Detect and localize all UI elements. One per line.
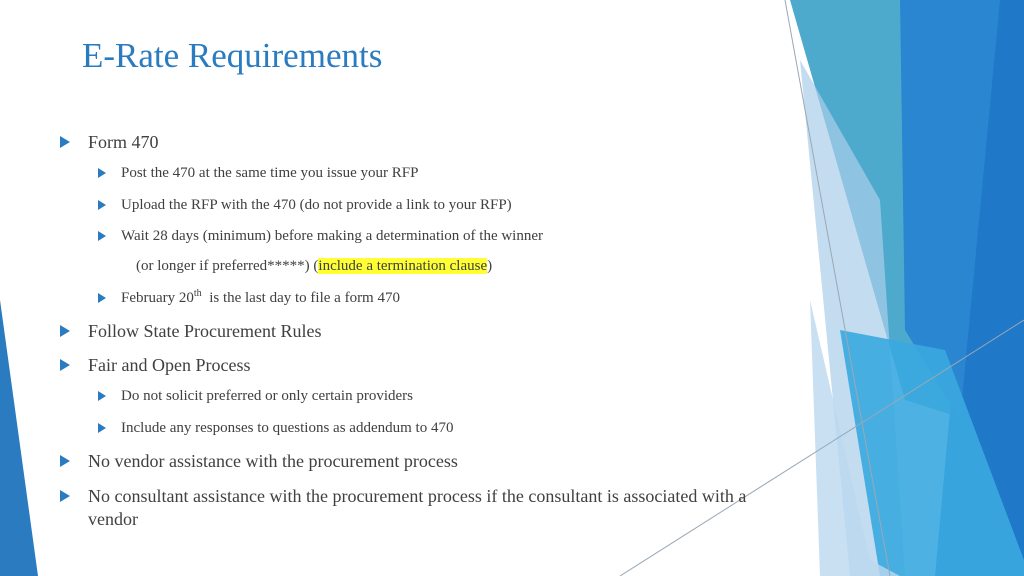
bullet-consultant bbox=[60, 485, 750, 531]
bullet-arrow-icon bbox=[98, 423, 106, 433]
bullet-text bbox=[121, 290, 400, 307]
feb-superscript: th bbox=[193, 288, 202, 299]
bullet-text: Post the 470 at the same time you issue your RFP bbox=[121, 165, 419, 181]
feb-text-rest: is the last day to file a form 470 bbox=[201, 290, 400, 306]
bullet-arrow-icon bbox=[60, 490, 70, 502]
bullet-arrow-icon bbox=[98, 200, 106, 210]
deco-shape-left bbox=[0, 300, 38, 576]
bullet-arrow-icon bbox=[60, 136, 70, 148]
bullet-text: Do not solicit preferred or only certain providers bbox=[121, 388, 413, 404]
slide-title: E-Rate Requirements bbox=[82, 36, 383, 75]
bullet-text: Follow State Procurement Rules bbox=[88, 321, 322, 341]
bullet-text: Fair and Open Process bbox=[88, 355, 251, 375]
bullet-text: No vendor assistance with the procurement process bbox=[88, 451, 458, 471]
bullet-arrow-icon bbox=[98, 293, 106, 303]
feb-text: February 20 bbox=[121, 290, 194, 306]
wait-cont-pre: (or longer if preferred*****) ( bbox=[136, 258, 319, 274]
bullet-text: Include any responses to questions as addendum to 470 bbox=[121, 420, 454, 436]
bullet-arrow-icon bbox=[60, 455, 70, 467]
bullet-arrow-icon bbox=[98, 168, 106, 178]
bullet-arrow-icon bbox=[98, 391, 106, 401]
bullet-text: Form 470 bbox=[88, 132, 159, 152]
bullet-text: No consultant assistance with the procurement process if the consultant is associated with a vendor bbox=[88, 486, 747, 529]
bullet-text: Upload the RFP with the 470 (do not provide a link to your RFP) bbox=[121, 197, 512, 213]
wait-cont-post: ) bbox=[487, 258, 493, 274]
highlighted-text: include a termination clause bbox=[318, 258, 488, 274]
bullet-arrow-icon bbox=[60, 325, 70, 337]
bullet-arrow-icon bbox=[60, 359, 70, 371]
bullet-arrow-icon bbox=[98, 231, 106, 241]
wait-continuation bbox=[136, 258, 492, 275]
bullet-text: Wait 28 days (minimum) before making a determination of the winner bbox=[121, 228, 544, 244]
